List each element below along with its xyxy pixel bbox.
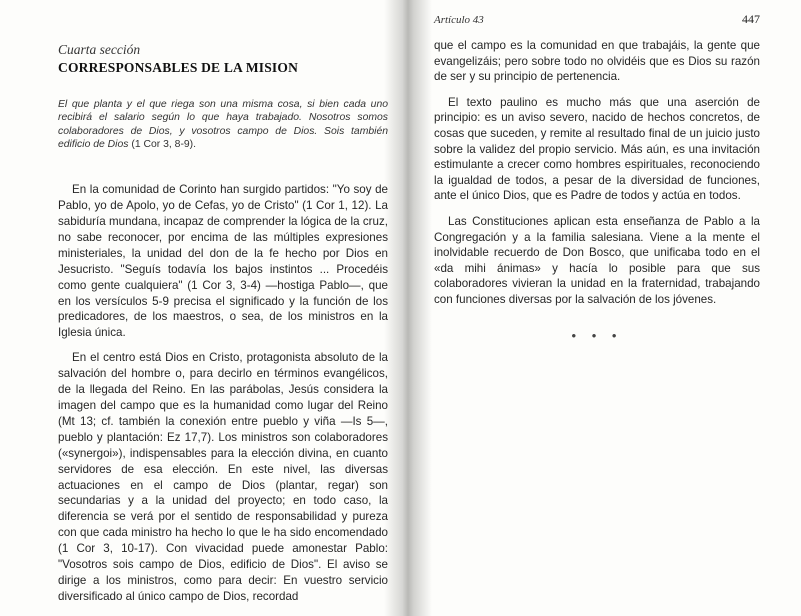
section-ornament: • • • [571,327,623,343]
book-gutter [384,0,432,616]
right-page [434,12,760,343]
right-paragraph-3: Las Constituciones aplican esta enseñanza de Pablo a la Congregación y a la familia salesiana. Viene a la mente el inolvidable recuerdo de Don Bosco, que unificaba todo en el «da mihi ánimas» y hacía lo posible para que sus colaboradores vivieran la unidad en la fraternidad, trabajando con funciones diversas por la salvación de los jóvenes. [434,214,760,306]
section-title: CORRESPONSABLES DE LA MISION [58,60,299,75]
epigraph-reference: (1 Cor 3, 8-9). [128,138,197,150]
left-paragraph-1: En la comunidad de Corinto han surgido partidos: "Yo soy de Pablo, yo de Apolo, yo de Cefas, yo de Cristo" (1 Cor 1, 12). La sabiduría mundana, incapaz de comprender la lógica de la cruz, no sabe reconocer, por encima de las múltiples expresiones ministeriales, la unidad del don de la fe hecho por Dios en Jesucristo. "Seguís todavía los bajos instintos ... Procedéis como gente cualquiera" (1 Cor 3, 3-4) —hostiga Pablo—, que en los versículos 5-9 precisa el significado y la función de los predicadores, de los maestros, o sea, de los ministros en la Iglesia única. [58,183,388,340]
left-paragraph-2: En el centro está Dios en Cristo, protagonista absoluto de la salvación del hombre o, para decirlo en términos evangélicos, de la llegada del Reino. En las parábolas, Jesús considera la imagen del campo que es la humanidad como lugar del Reino (Mt 13; cf. también la conexión entre pueblo y viña —Is 5—, pueblo y plantación: Ez 17,7). Los ministros son colaboradores («synergoi»), indispensables para la elección divina, en cuanto servidores de esa elección. En este nivel, las diversas actuaciones en el campo de Dios (plantar, regar) son secundarias y a la unidad del proyecto; en todo caso, la diferencia se verá por el sentido de responsabilidad y pureza con que cada ministro ha hecho lo que le ha sido encomendado (1 Cor 3, 10-17). Con vivacidad puede amonestar Pablo: "Vosotros sois campo de Dios, edificio de Dios". El aviso se dirige a los ministros, como para decir: En vuestro servicio diversificado al único campo de Dios, recordad [58,351,388,603]
section-label: Cuarta sección [58,42,141,57]
right-paragraph-2: El texto paulino es mucho más que una aserción de principio: es un aviso severo, nacido de hechos concretos, de cosas que suceden, y remite al resultado final de un juicio justo sobre la validez del propio servicio. Más aún, es una invitación estimulante a crecer como hombres espirituales, reconociendo la igualdad de todos, a pesar de la diversidad de funciones, ante el único Dios, que es Padre de todos y actúa en todos. [434,95,760,203]
epigraph-text: El que planta y el que riega son una misma cosa, si bien cada uno recibirá el salario según lo que haya trabajado. Nosotros somos colaboradores de Dios, y vosotros campo de Dios. Sois también edificio de Dios [58,99,388,150]
left-page [58,38,388,605]
right-paragraph-1: que el campo es la comunidad en que trabajáis, la gente que evangelizáis; pero sobre todo no olvidéis que es Dios su razón de ser y su principio de pertenencia. [434,39,760,84]
epigraph [58,98,388,151]
running-head-title: Artículo 43 [434,14,484,26]
page-number: 447 [742,12,760,26]
running-head [434,12,760,38]
